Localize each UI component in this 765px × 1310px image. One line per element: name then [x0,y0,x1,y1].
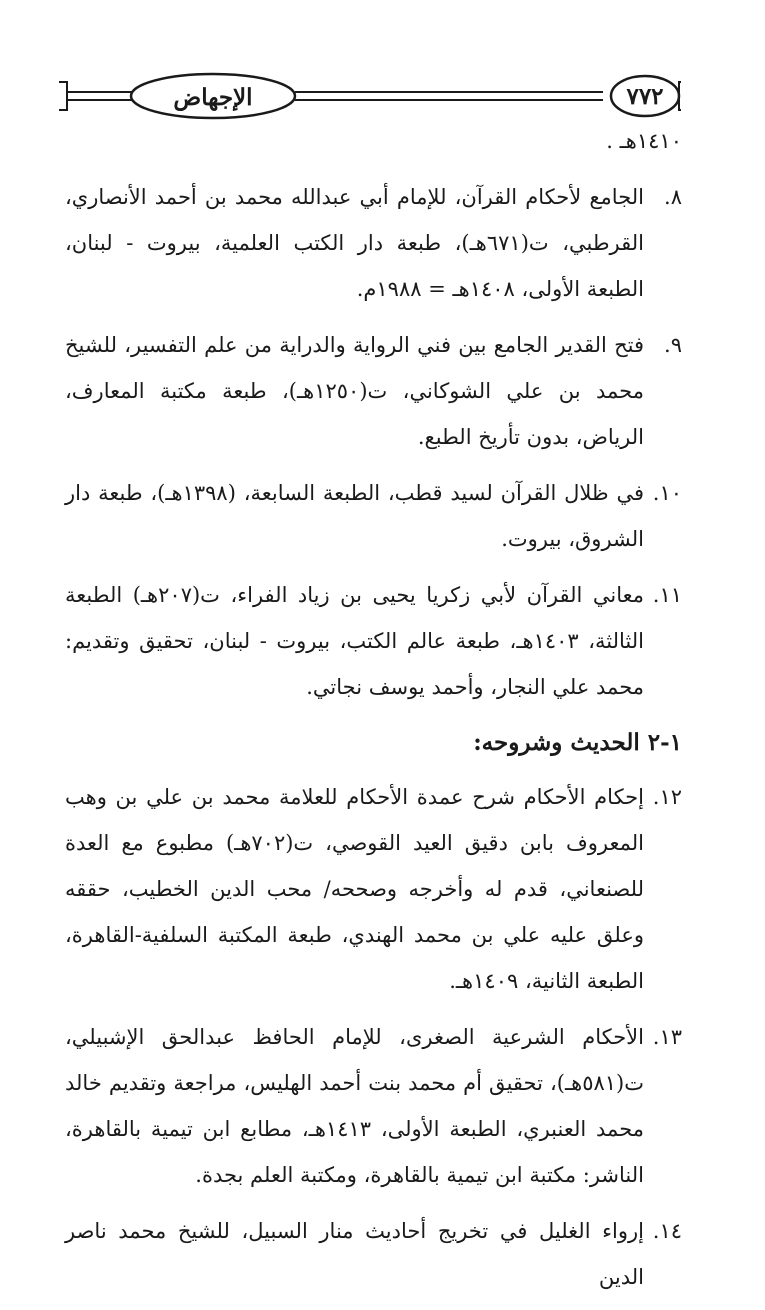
entry-text: إرواء الغليل في تخريج أحاديث منار السبيل، للشيخ محمد ناصر الدين [65,1219,644,1289]
section-heading: ١-٢ الحديث وشروحه: [473,729,682,756]
bibliography-entry [65,1014,682,1198]
entry-number: ١٠. [652,481,682,505]
bibliography-body [65,118,682,1310]
entry-number: ٨. [664,185,682,209]
entry-text: في ظلال القرآن لسيد قطب، الطبعة السابعة، (١٣٩٨هـ)، طبعة دار الشروق، بيروت. [65,481,644,551]
entry-text: فتح القدير الجامع بين فني الرواية والدراية من علم التفسير، للشيخ محمد بن علي الشوكاني، ت(١٢٥٠هـ)، طبعة مكتبة المعارف، الرياض، بدون تأريخ الطبع. [65,333,644,449]
bibliography-entry [65,470,682,562]
entries-part2 [65,774,682,1300]
bibliography-entry [65,174,682,312]
entry-number: ١٣. [652,1025,682,1049]
entry-number: ٩. [664,333,682,357]
entry-number: ١١. [652,583,682,607]
continuation-text: ١٤١٠هـ . [606,129,682,153]
page-number: ٧٧٢ [626,83,664,110]
page-header [55,70,683,122]
entry-text: إحكام الأحكام شرح عمدة الأحكام للعلامة محمد بن علي بن وهب المعروف بابن دقيق العيد القوصي، ت(٧٠٢هـ) مطبوع مع العدة للصنعاني، قدم له وأخرجه وصححه/ محب الدين الخطيب، حققه وعلق عليه علي بن محمد الهندي، طبعة المكتبة السلفية-القاهرة، الطبعة الثانية، ١٤٠٩هـ. [65,785,644,993]
running-title: الإجهاض [173,84,253,111]
bibliography-entry [65,572,682,710]
entry-text: معاني القرآن لأبي زكريا يحيى بن زياد الفراء، ت(٢٠٧هـ) الطبعة الثالثة، ١٤٠٣هـ، طبعة عالم الكتب، بيروت - لبنان، تحقيق وتقديم: محمد علي النجار، وأحمد يوسف نجاتي. [65,583,644,699]
entry-number: ١٢. [652,785,682,809]
entry-number: ١٤. [652,1219,682,1243]
entry-text: الجامع لأحكام القرآن، للإمام أبي عبدالله محمد بن أحمد الأنصاري، القرطبي، ت(٦٧١هـ)، طبعة دار الكتب العلمية، بيروت - لبنان، الطبعة الأولى، ١٤٠٨هـ = ١٩٨٨م. [65,185,644,301]
entry-text: الأحكام الشرعية الصغرى، للإمام الحافظ عبدالحق الإشبيلي، ت(٥٨١هـ)، تحقيق أم محمد بنت أحمد الهليس، مراجعة وتقديم خالد محمد العنبري، الطبعة الأولى، ١٤١٣هـ، مطابع ابن تيمية بالقاهرة، الناشر: مكتبة ابن تيمية بالقاهرة، ومكتبة العلم بجدة. [65,1025,644,1187]
bibliography-entry [65,322,682,460]
bibliography-entry [65,1208,682,1300]
bibliography-entry [65,774,682,1004]
entries-part1 [65,174,682,710]
